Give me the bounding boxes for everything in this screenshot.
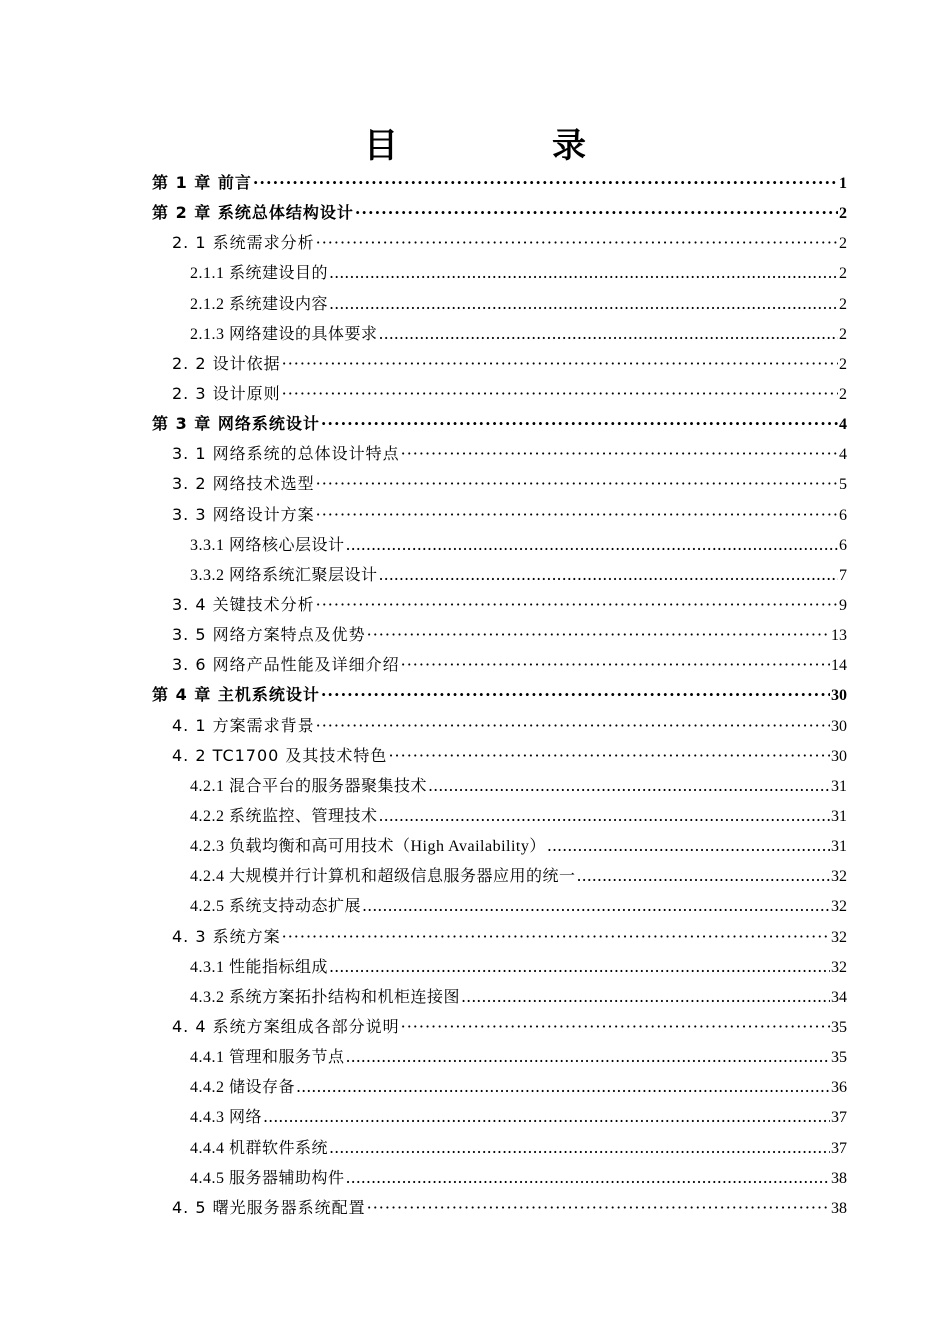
toc-entry-label: 2.1.3 网络建设的具体要求	[190, 325, 378, 343]
toc-dot-leader	[379, 319, 838, 349]
toc-entry-level-3[interactable]	[0, 560, 950, 590]
toc-entry-label: 4. 4 系统方案组成各部分说明	[172, 1016, 400, 1036]
toc-dot-leader	[316, 500, 838, 530]
toc-entry-level-3[interactable]	[0, 258, 950, 288]
toc-entry-label: 4. 5 曙光服务器系统配置	[172, 1197, 366, 1217]
toc-entry-label: 4.4.1 管理和服务节点	[190, 1049, 345, 1067]
toc-dot-leader	[316, 711, 830, 741]
toc-entry-page-number: 32	[831, 928, 847, 946]
toc-entry-page-number: 38	[831, 1199, 847, 1217]
toc-entry-label: 3.3.1 网络核心层设计	[190, 536, 345, 554]
toc-entry-page-number: 37	[831, 1139, 847, 1157]
toc-entry-level-2[interactable]	[0, 620, 950, 650]
toc-entry-level-1[interactable]	[0, 409, 950, 439]
toc-entry-label: 2.1.1 系统建设目的	[190, 265, 329, 283]
toc-entry-page-number: 30	[831, 747, 847, 765]
toc-entry-label: 第 3 章 网络系统设计	[152, 414, 320, 434]
toc-dot-leader	[282, 922, 830, 952]
toc-dot-leader	[577, 861, 830, 891]
toc-entry-label: 4.2.3 负载均衡和高可用技术（High Availability）	[190, 838, 546, 856]
toc-entry-label: 第 4 章 主机系统设计	[152, 685, 320, 705]
toc-entry-level-3[interactable]	[0, 801, 950, 831]
toc-entry-level-3[interactable]	[0, 1133, 950, 1163]
toc-dot-leader	[367, 1193, 830, 1223]
table-of-contents	[0, 168, 950, 1223]
toc-entry-label: 4.4.4 机群软件系统	[190, 1139, 329, 1157]
toc-entry-label: 3. 6 网络产品性能及详细介绍	[172, 655, 400, 675]
toc-entry-level-3[interactable]	[0, 289, 950, 319]
toc-entry-page-number: 6	[839, 506, 847, 524]
toc-entry-level-2[interactable]	[0, 439, 950, 469]
toc-entry-label: 3. 1 网络系统的总体设计特点	[172, 444, 400, 464]
toc-dot-leader	[321, 680, 830, 710]
toc-entry-level-1[interactable]	[0, 680, 950, 710]
toc-entry-page-number: 35	[831, 1049, 847, 1067]
toc-entry-label: 4.3.2 系统方案拓扑结构和机柜连接图	[190, 988, 461, 1006]
toc-dot-leader	[346, 1042, 830, 1072]
toc-entry-label: 4.4.3 网络	[190, 1109, 263, 1127]
toc-entry-page-number: 32	[831, 898, 847, 916]
toc-dot-leader	[282, 379, 838, 409]
toc-entry-label: 4.2.5 系统支持动态扩展	[190, 898, 362, 916]
toc-entry-page-number: 2	[839, 355, 847, 373]
toc-dot-leader	[329, 258, 838, 288]
toc-dot-leader	[321, 409, 838, 439]
toc-entry-label: 第 1 章 前言	[152, 173, 252, 192]
toc-entry-page-number: 4	[839, 446, 847, 464]
toc-entry-level-3[interactable]	[0, 982, 950, 1012]
toc-entry-label: 2. 3 设计原则	[172, 383, 281, 403]
toc-entry-page-number: 6	[839, 536, 847, 554]
toc-dot-leader	[401, 439, 838, 469]
toc-entry-page-number: 31	[831, 807, 847, 825]
toc-entry-level-2[interactable]	[0, 1193, 950, 1223]
toc-dot-leader	[428, 771, 830, 801]
toc-entry-level-2[interactable]	[0, 469, 950, 499]
toc-entry-page-number: 2	[839, 295, 847, 313]
toc-entry-label: 2.1.2 系统建设内容	[190, 295, 329, 313]
toc-entry-page-number: 34	[831, 988, 847, 1006]
toc-dot-leader	[401, 1012, 830, 1042]
toc-entry-page-number: 31	[831, 777, 847, 795]
toc-entry-label: 3.3.2 网络系统汇聚层设计	[190, 566, 378, 584]
toc-entry-level-1[interactable]	[0, 198, 950, 228]
toc-entry-level-2[interactable]	[0, 228, 950, 258]
toc-dot-leader	[355, 198, 838, 228]
toc-entry-level-3[interactable]	[0, 831, 950, 861]
toc-dot-leader	[362, 891, 830, 921]
toc-dot-leader	[316, 590, 838, 620]
toc-entry-page-number: 2	[839, 235, 847, 253]
toc-entry-page-number: 5	[839, 476, 847, 494]
toc-entry-level-2[interactable]	[0, 741, 950, 771]
toc-entry-level-3[interactable]	[0, 1163, 950, 1193]
toc-entry-page-number: 32	[831, 868, 847, 886]
toc-entry-level-2[interactable]	[0, 650, 950, 680]
toc-entry-level-2[interactable]	[0, 379, 950, 409]
toc-entry-level-2[interactable]	[0, 349, 950, 379]
toc-entry-level-2[interactable]	[0, 500, 950, 530]
toc-entry-label: 4.2.2 系统监控、管理技术	[190, 807, 378, 825]
toc-entry-page-number: 30	[831, 717, 847, 735]
toc-entry-page-number: 1	[839, 175, 847, 192]
page-title: 目 录	[364, 126, 646, 166]
toc-entry-level-3[interactable]	[0, 1102, 950, 1132]
toc-entry-label: 4.2.1 混合平台的服务器聚集技术	[190, 777, 428, 795]
toc-entry-page-number: 2	[839, 205, 847, 223]
toc-dot-leader	[282, 349, 838, 379]
toc-entry-page-number: 13	[831, 627, 847, 645]
toc-entry-label: 4.4.5 服务器辅助构件	[190, 1169, 345, 1187]
toc-entry-label: 4.4.2 储设存备	[190, 1079, 296, 1097]
toc-entry-page-number: 36	[831, 1079, 847, 1097]
toc-dot-leader	[329, 1133, 830, 1163]
toc-dot-leader	[253, 168, 838, 198]
toc-entry-page-number: 2	[839, 325, 847, 343]
toc-dot-leader	[296, 1072, 830, 1102]
toc-entry-page-number: 31	[831, 838, 847, 856]
toc-entry-label: 4. 2 TC1700 及其技术特色	[172, 745, 388, 765]
toc-entry-page-number: 14	[831, 657, 847, 675]
toc-dot-leader	[401, 650, 830, 680]
toc-entry-page-number: 37	[831, 1109, 847, 1127]
toc-entry-level-3[interactable]	[0, 891, 950, 921]
toc-dot-leader	[367, 620, 830, 650]
toc-dot-leader	[379, 560, 838, 590]
toc-entry-page-number: 32	[831, 958, 847, 976]
toc-entry-level-2[interactable]	[0, 922, 950, 952]
toc-entry-page-number: 2	[839, 265, 847, 283]
toc-dot-leader	[329, 952, 830, 982]
toc-dot-leader	[346, 530, 838, 560]
toc-entry-level-1[interactable]	[0, 168, 950, 198]
toc-entry-page-number: 4	[839, 416, 847, 434]
toc-dot-leader	[346, 1163, 830, 1193]
toc-entry-level-3[interactable]	[0, 319, 950, 349]
toc-entry-level-3[interactable]	[0, 771, 950, 801]
toc-entry-level-3[interactable]	[0, 1072, 950, 1102]
toc-dot-leader	[388, 741, 830, 771]
toc-entry-level-3[interactable]	[0, 952, 950, 982]
toc-entry-label: 4. 1 方案需求背景	[172, 715, 315, 735]
toc-entry-page-number: 7	[839, 566, 847, 584]
toc-entry-level-3[interactable]	[0, 861, 950, 891]
toc-dot-leader	[263, 1102, 830, 1132]
toc-entry-label: 4.2.4 大规模并行计算机和超级信息服务器应用的统一	[190, 868, 576, 886]
toc-entry-page-number: 30	[831, 687, 847, 705]
toc-entry-label: 4. 3 系统方案	[172, 926, 281, 946]
toc-entry-label: 3. 4 关键技术分析	[172, 594, 315, 614]
toc-entry-page-number: 2	[839, 385, 847, 403]
toc-entry-page-number: 35	[831, 1018, 847, 1036]
toc-entry-page-number: 38	[831, 1169, 847, 1187]
toc-dot-leader	[316, 228, 838, 258]
toc-dot-leader	[379, 801, 830, 831]
toc-entry-label: 3. 2 网络技术选型	[172, 474, 315, 494]
toc-entry-page-number: 9	[839, 596, 847, 614]
toc-entry-level-3[interactable]	[0, 530, 950, 560]
toc-entry-level-2[interactable]	[0, 1012, 950, 1042]
toc-dot-leader	[329, 289, 838, 319]
toc-entry-level-2[interactable]	[0, 711, 950, 741]
toc-entry-label: 2. 1 系统需求分析	[172, 233, 315, 253]
toc-entry-label: 2. 2 设计依据	[172, 353, 281, 373]
toc-dot-leader	[547, 831, 830, 861]
toc-entry-label: 第 2 章 系统总体结构设计	[152, 203, 354, 223]
toc-entry-label: 4.3.1 性能指标组成	[190, 958, 329, 976]
toc-entry-label: 3. 3 网络设计方案	[172, 504, 315, 524]
toc-entry-label: 3. 5 网络方案特点及优势	[172, 625, 366, 645]
toc-dot-leader	[461, 982, 830, 1012]
toc-entry-level-2[interactable]	[0, 590, 950, 620]
toc-entry-level-3[interactable]	[0, 1042, 950, 1072]
toc-dot-leader	[316, 469, 838, 499]
